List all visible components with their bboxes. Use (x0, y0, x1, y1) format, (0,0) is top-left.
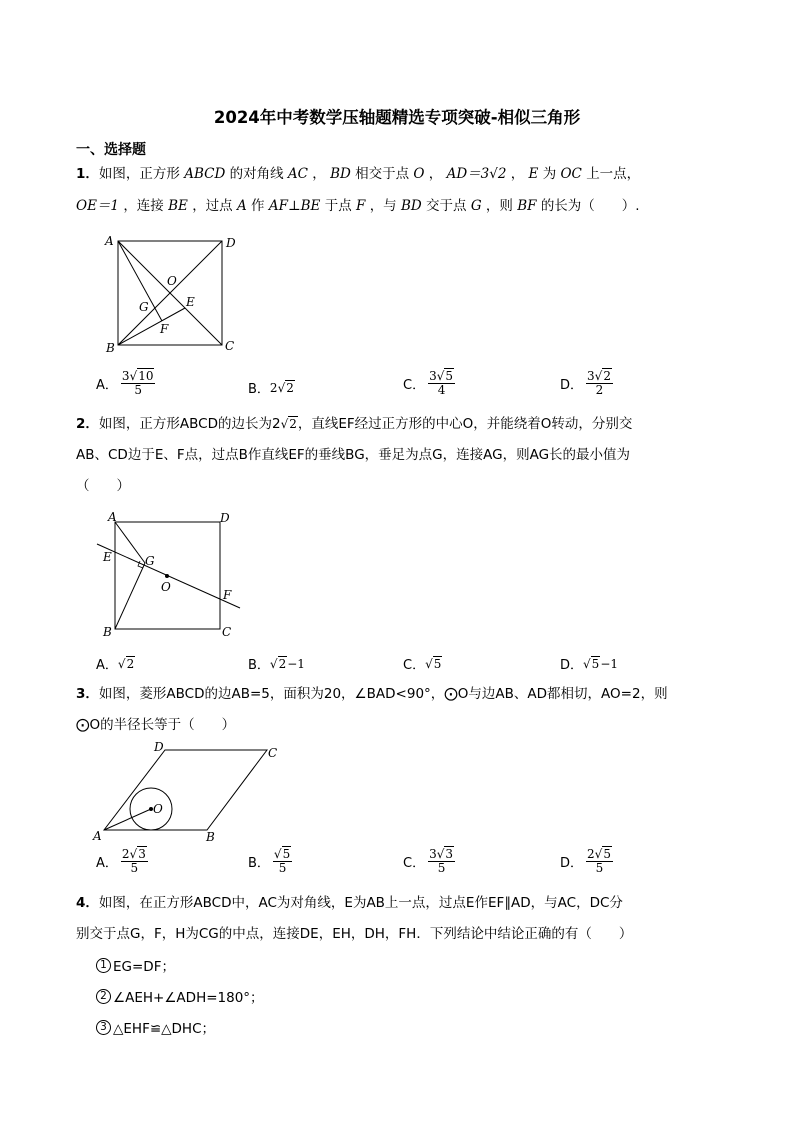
q3-line1: 3．如图，菱形ABCD的边AB=5，面积为20，∠BAD<90°，⨀O与边AB、AD都相切，AO=2，则 (76, 686, 668, 702)
section-heading: 一、选择题 (76, 142, 146, 158)
q2-line3: （ ） (76, 478, 130, 494)
q2-label-f: F (223, 588, 232, 602)
q3-label-d: D (154, 740, 164, 754)
q2-label-d: D (220, 511, 230, 525)
q4-line2: 别交于点G，F，H为CG的中点，连接DE，EH，DH，FH．下列结论中结论正确的有（ ） (76, 926, 633, 942)
q2-label-g: G (145, 554, 155, 568)
q2-line1: 2．如图，正方形ABCD的边长为2√2，直线EF经过正方形的中心O，并能绕着O转动，分别交 (76, 416, 633, 432)
q1-label-f: F (160, 322, 169, 336)
q1-line2: OE＝1 ，连接 BE ，过点 A 作 AF⊥BE 于点 F ，与 BD 交于点 G ，则 BF 的长为（ ）. (76, 198, 640, 214)
q2-line2: AB、CD边于E、F点，过点B作直线EF的垂线BG，垂足为点G，连接AG，则AG长的最小值为 (76, 447, 631, 463)
q2-label-a: A (108, 510, 117, 524)
q2-option-b[interactable]: B． √2−1 (248, 656, 305, 673)
q1-option-d[interactable]: D． $\frac{3√2}{2}$ (560, 369, 611, 397)
q2-option-d[interactable]: D． √5−1 (560, 656, 619, 673)
q2-label-o: O (161, 580, 171, 594)
q3-label-b: B (206, 830, 215, 844)
q3-figure (90, 740, 290, 845)
q3-line2: ⨀O的半径长等于（ ） (76, 717, 236, 733)
q2-center-point (165, 574, 169, 578)
q2-segment-ag (115, 522, 145, 563)
q1-label-o: O (167, 274, 177, 288)
q3-option-b[interactable]: B． $\frac{√5}{5}$ (248, 847, 291, 875)
page-title: 2024年中考数学压轴题精选专项突破-相似三角形 (213, 108, 581, 127)
q1-segment-be (118, 308, 185, 345)
q3-rhombus (104, 750, 267, 830)
q3-option-c[interactable]: C． $\frac{3√3}{5}$ (403, 847, 454, 875)
q1-label-b: B (106, 341, 115, 355)
q2-label-b: B (103, 625, 112, 639)
q2-segment-bg (115, 563, 145, 629)
q2-label-c: C (222, 625, 232, 639)
q3-option-d[interactable]: D． $\frac{2√5}{5}$ (560, 847, 611, 875)
q4-item-3: 3 △EHF≌△DHC； (96, 1017, 215, 1037)
q3-label-a: A (93, 829, 102, 843)
q4-line1: 4．如图，在正方形ABCD中，AC为对角线，E为AB上一点，过点E作EF∥AD，与AC，DC分 (76, 895, 623, 911)
q1-option-b[interactable]: B． 2√2 (248, 380, 294, 397)
q1-option-c[interactable]: C． $\frac{3√5}{4}$ (403, 369, 454, 397)
q2-label-e: E (103, 550, 112, 564)
q3-label-c: C (268, 746, 278, 760)
q2-option-c[interactable]: C． √5 (403, 656, 442, 673)
q1-line1: 1．如图，正方形 ABCD 的对角线 AC ， BD 相交于点 O ， AD＝3√2 ， E 为 OC 上一点， (76, 166, 641, 182)
q1-figure (100, 232, 250, 356)
q2-option-a[interactable]: A． √2 (96, 656, 135, 673)
q1-label-d: D (226, 236, 236, 250)
q2-figure (90, 508, 250, 643)
q4-item-1: 1 EG=DF； (96, 955, 175, 975)
q1-option-a[interactable]: A． $\frac{3√10}{5}$ (96, 369, 154, 397)
q3-label-o: O (153, 802, 163, 816)
q3-segment-ao (104, 809, 151, 830)
q3-option-a[interactable]: A． $\frac{2√3}{5}$ (96, 847, 146, 875)
q4-item-2: 2 ∠AEH+∠ADH=180°； (96, 986, 264, 1006)
q1-label-c: C (225, 339, 235, 353)
q1-label-a: A (105, 234, 114, 248)
q1-label-g: G (139, 300, 149, 314)
q1-label-e: E (186, 295, 195, 309)
